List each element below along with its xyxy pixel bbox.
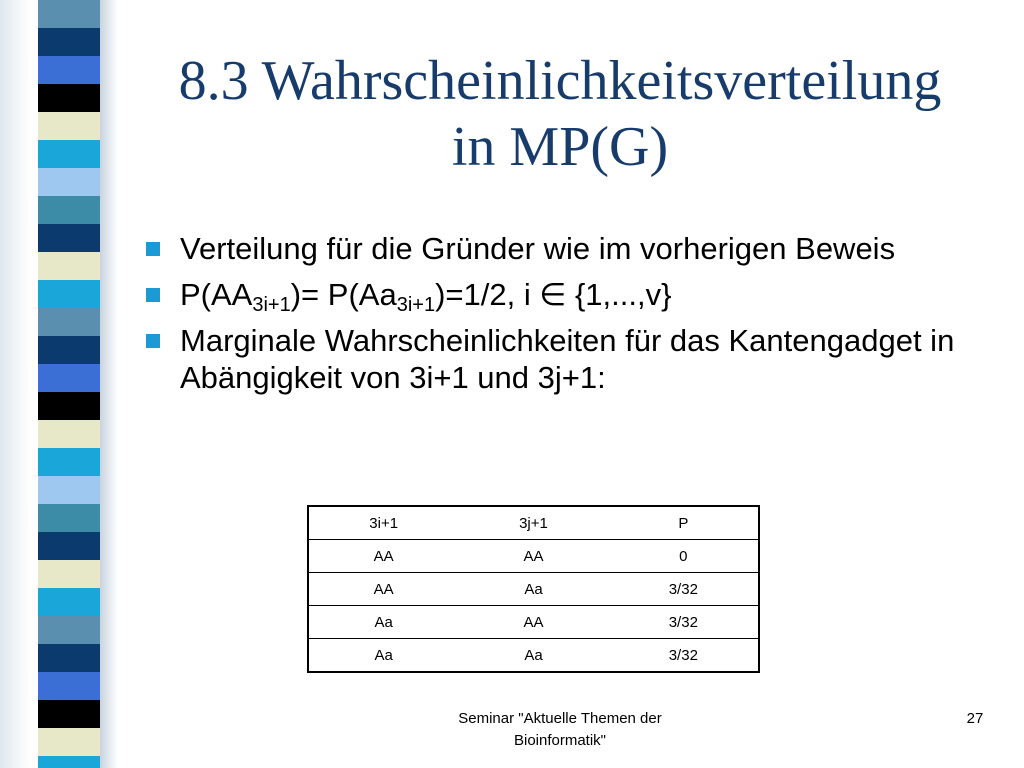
column-header: 3i+1 xyxy=(308,506,458,540)
table-cell: 3/32 xyxy=(609,639,759,673)
title-line-1: 8.3 Wahrscheinlichkeitsverteilung xyxy=(178,50,942,112)
table-cell: Aa xyxy=(458,639,608,673)
footer-line-2: Bioinformatik" xyxy=(513,732,607,749)
table-cell: AA xyxy=(308,573,458,606)
square-bullet-icon xyxy=(146,242,160,256)
strip-block xyxy=(38,700,100,728)
strip-block xyxy=(38,280,100,308)
strip-block xyxy=(38,644,100,672)
square-bullet-icon xyxy=(146,334,160,348)
table-row xyxy=(308,540,759,573)
strip-block xyxy=(38,196,100,224)
strip-block xyxy=(38,392,100,420)
table-cell: 3/32 xyxy=(609,606,759,639)
strip-block xyxy=(38,756,100,768)
page-number: 27 xyxy=(966,710,984,727)
strip-block xyxy=(38,728,100,756)
column-header: P xyxy=(609,506,759,540)
strip-block xyxy=(38,224,100,252)
table-row xyxy=(308,639,759,673)
strip-block xyxy=(38,532,100,560)
strip-block xyxy=(38,504,100,532)
strip-block xyxy=(38,140,100,168)
strip-block xyxy=(38,84,100,112)
probability-table xyxy=(307,505,760,673)
strip-block xyxy=(38,588,100,616)
bullet-item xyxy=(142,230,982,267)
bullet-text-part: )=1/2, i ∈ {1,...,v} xyxy=(435,277,672,312)
title-line-2: in MP(G) xyxy=(451,116,669,178)
bullet-text: Verteilung für die Gründer wie im vorherigen Beweis xyxy=(180,231,896,266)
strip-block xyxy=(38,364,100,392)
table-cell: AA xyxy=(308,540,458,573)
table-cell: AA xyxy=(458,606,608,639)
bullet-list xyxy=(142,230,982,405)
strip-block xyxy=(38,672,100,700)
strip-block xyxy=(38,112,100,140)
strip-blocks xyxy=(38,0,100,768)
strip-block xyxy=(38,560,100,588)
footer-caption xyxy=(400,708,720,752)
bullet-item xyxy=(142,322,982,396)
table-cell: 3/32 xyxy=(609,573,759,606)
table-row xyxy=(308,606,759,639)
strip-block xyxy=(38,616,100,644)
bullet-text-part: )= P(Aa xyxy=(290,277,397,312)
table-row xyxy=(308,573,759,606)
table-cell: Aa xyxy=(308,606,458,639)
strip-block xyxy=(38,168,100,196)
strip-block xyxy=(38,0,100,28)
strip-block xyxy=(38,448,100,476)
strip-shadow xyxy=(100,0,118,768)
slide-title xyxy=(120,48,1000,180)
table-cell: 0 xyxy=(609,540,759,573)
table-cell: Aa xyxy=(458,573,608,606)
bullet-text-part: P(AA xyxy=(180,277,253,312)
table-cell: Aa xyxy=(308,639,458,673)
decorative-block-strip xyxy=(0,0,120,768)
footer-line-1: Seminar "Aktuelle Themen der xyxy=(458,710,662,727)
bullet-text: Marginale Wahrscheinlichkeiten für das Kantengadget in Abängigkeit von 3i+1 und 3j+1: xyxy=(180,323,955,395)
table-cell: AA xyxy=(458,540,608,573)
strip-rail xyxy=(0,0,30,768)
table-header-row xyxy=(308,506,759,540)
square-bullet-icon xyxy=(146,288,160,302)
strip-block xyxy=(38,252,100,280)
bullet-item xyxy=(142,276,982,316)
strip-block xyxy=(38,336,100,364)
column-header: 3j+1 xyxy=(458,506,608,540)
subscript: 3i+1 xyxy=(252,294,291,316)
strip-block xyxy=(38,28,100,56)
strip-block xyxy=(38,420,100,448)
strip-block xyxy=(38,56,100,84)
subscript: 3i+1 xyxy=(396,294,436,316)
strip-block xyxy=(38,308,100,336)
strip-block xyxy=(38,476,100,504)
